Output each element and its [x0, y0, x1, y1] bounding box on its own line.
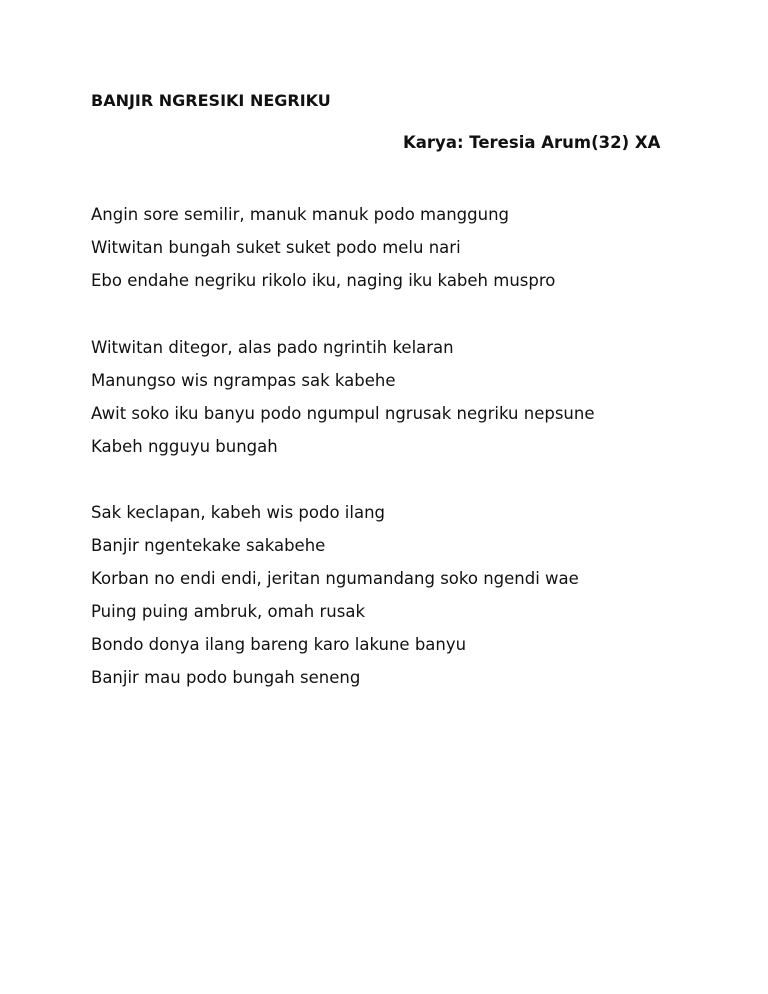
poem-line: Kabeh ngguyu bungah: [91, 437, 278, 456]
poem-line: Puing puing ambruk, omah rusak: [91, 602, 365, 621]
poem-line: Witwitan bungah suket suket podo melu nari: [91, 238, 461, 257]
poem-line: Sak keclapan, kabeh wis podo ilang: [91, 503, 386, 522]
stanza-3: [91, 496, 579, 694]
poem-line: Korban no endi endi, jeritan ngumandang soko ngendi wae: [91, 569, 579, 588]
stanza-2: [91, 331, 594, 463]
poem-line: Ebo endahe negriku rikolo iku, naging iku kabeh muspro: [91, 271, 556, 290]
stanza-1: [91, 198, 555, 297]
poem-line: Awit soko iku banyu podo ngumpul ngrusak negriku nepsune: [91, 404, 595, 423]
poem-title: BANJIR NGRESIKI NEGRIKU: [91, 91, 331, 110]
poem-line: Bondo donya ilang bareng karo lakune banyu: [91, 635, 467, 654]
author-byline: Karya: Teresia Arum(32) XA: [403, 133, 661, 152]
poem-line: Banjir mau podo bungah seneng: [91, 668, 361, 687]
poem-line: Angin sore semilir, manuk manuk podo manggung: [91, 205, 510, 224]
poem-line: Manungso wis ngrampas sak kabehe: [91, 371, 396, 390]
poem-line: Banjir ngentekake sakabehe: [91, 536, 326, 555]
poem-line: Witwitan ditegor, alas pado ngrintih kelaran: [91, 338, 454, 357]
